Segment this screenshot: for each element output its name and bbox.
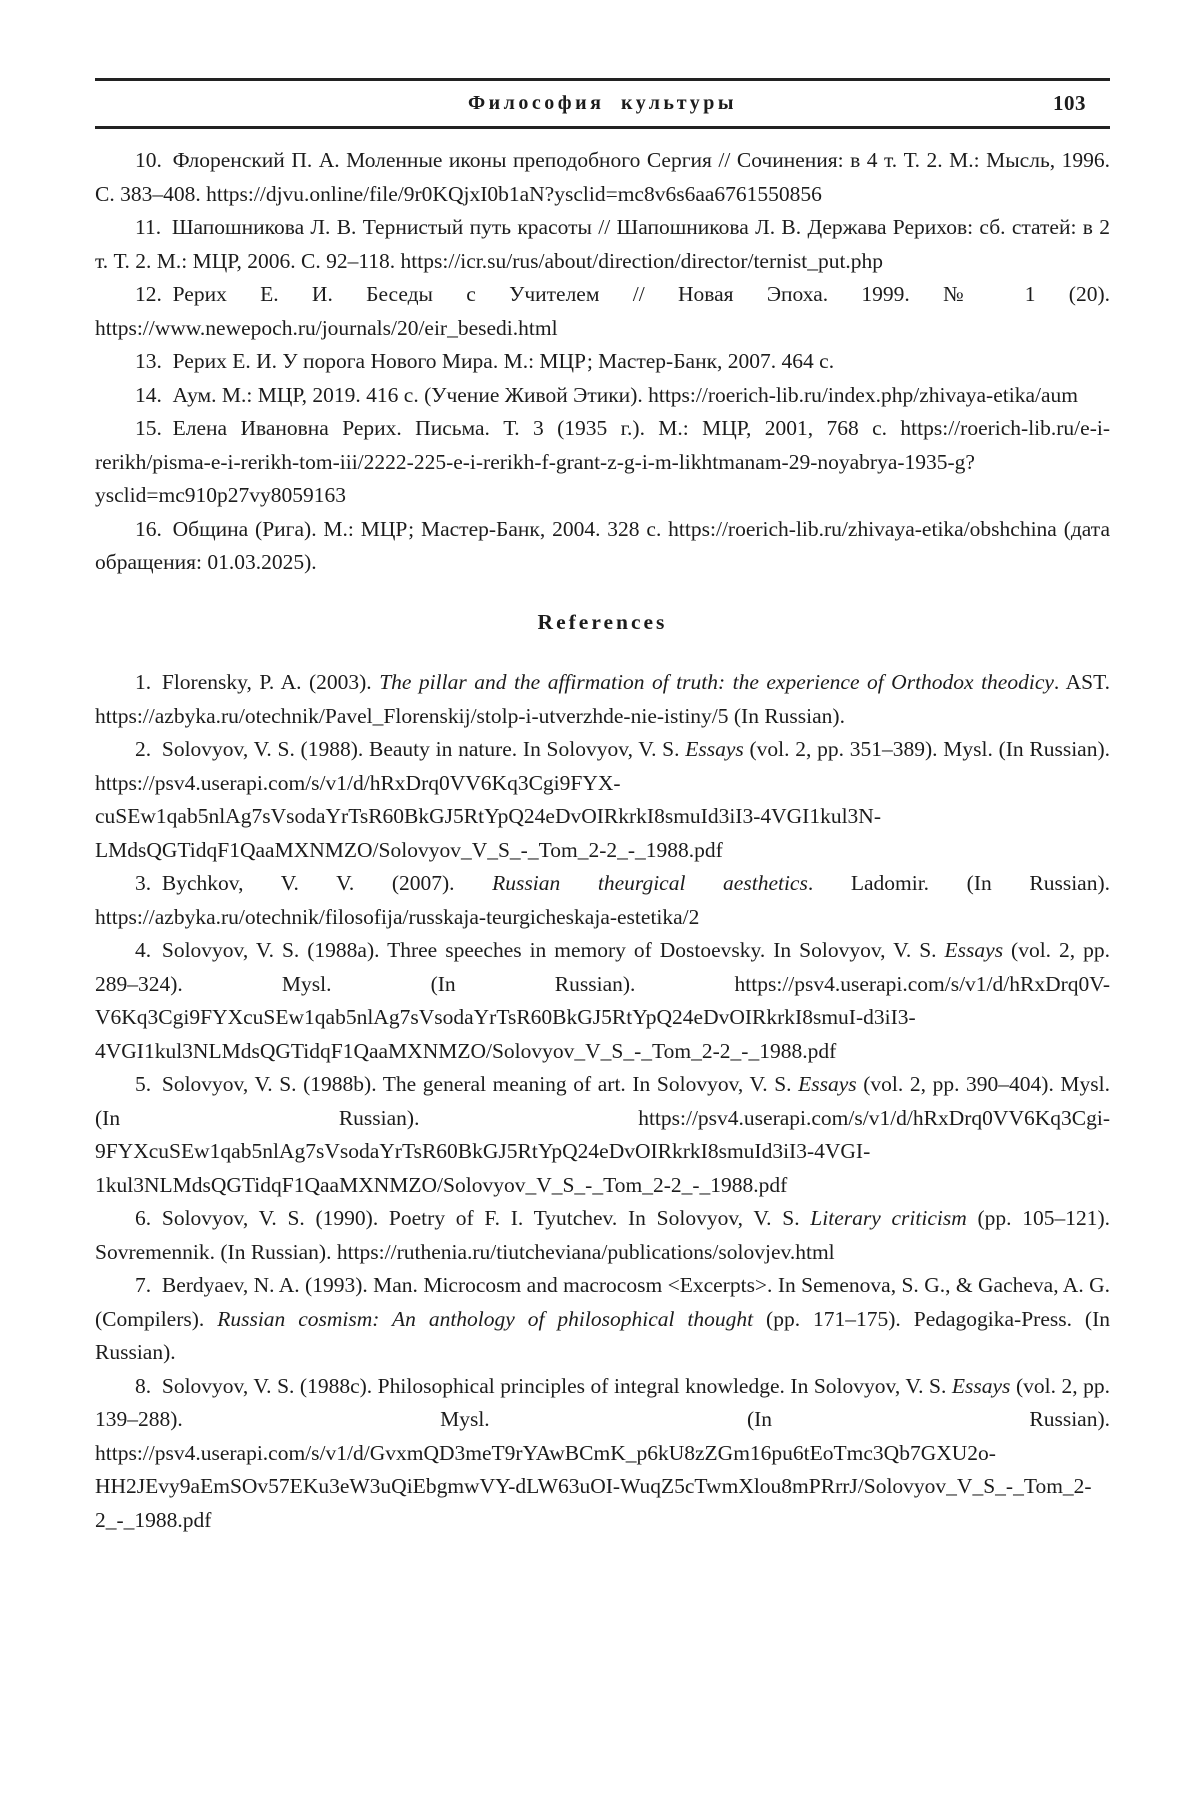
reference-item [95, 513, 1110, 580]
reference-title-italic: Essays [685, 737, 744, 761]
running-header [95, 78, 1110, 129]
reference-item [95, 934, 1110, 1068]
reference-item [95, 379, 1110, 413]
references-ru-list [95, 144, 1110, 580]
reference-text: 11. Шапошникова Л. В. Тернистый путь красоты // Шапошникова Л. В. Держава Рерихов: сб. статей: в 2 т. Т. 2. М.: МЦР, 2006. С. 92–118. https://icr.su/rus/about/direction/director/ternist_put.php [95, 215, 1110, 273]
reference-item [95, 1269, 1110, 1370]
reference-title-italic: Literary criticism [810, 1206, 967, 1230]
reference-title-italic: Russian theurgical aesthetics [492, 871, 808, 895]
reference-text: 15. Елена Ивановна Рерих. Письма. Т. 3 (1935 г.). М.: МЦР, 2001, 768 с. https://roerich-lib.ru/e-i-rerikh/pisma-e-i-rerikh-tom-iii/2222-225-e-i-rerikh-f-grant-z-g-i-m-likhtmanam-29-noyabrya-1935-g?ysclid=mc910p27vy8059163 [95, 416, 1110, 507]
reference-item [95, 345, 1110, 379]
reference-title-italic: Russian cosmism: An anthology of philosophical thought [217, 1306, 754, 1331]
reference-text: 14. Аум. М.: МЦР, 2019. 416 с. (Учение Живой Этики). https://roerich-lib.ru/index.php/zhivaya-etika/aum [135, 382, 1078, 407]
reference-title-italic: Essays [944, 938, 1004, 962]
references-en-list [95, 666, 1110, 1537]
reference-text: 6. Solovyov, V. S. (1990). Poetry of F. I. Tyutchev. In Solovyov, V. S. [135, 1206, 811, 1230]
reference-title-italic: Essays [798, 1072, 857, 1096]
reference-text: 16. Община (Рига). М.: МЦР; Мастер-Банк, 2004. 328 с. https://roerich-lib.ru/zhivaya-etika/obshchina (дата обращения: 01.03.2025). [95, 516, 1110, 574]
reference-item [95, 666, 1110, 733]
reference-text: . AST. https://azbyka.ru/otechnik/Pavel_Florenskij/stolp-i-utverzhde-nie-istiny/5 (In Russian). [95, 670, 1110, 728]
section-title: Философия культуры [467, 92, 738, 114]
reference-text: 13. Рерих Е. И. У порога Нового Мира. М.: МЦР; Мастер-Банк, 2007. 464 с. [135, 349, 835, 373]
page-body [95, 144, 1110, 1537]
reference-item [95, 278, 1110, 345]
page-number: 103 [1053, 91, 1086, 115]
reference-item [95, 1370, 1110, 1538]
reference-text: 8. Solovyov, V. S. (1988c). Philosophical principles of integral knowledge. In Solovyov, V. S. [135, 1373, 952, 1398]
reference-text: . Ladomir. (In Russian). https://azbyka.ru/otechnik/filosofija/russkaja-teurgicheskaja-estetika/2 [95, 871, 1110, 929]
reference-item [95, 867, 1110, 934]
references-heading: References [537, 609, 668, 634]
reference-text: (pp. 171–175). Pedagogika-Press. (In Russian). [95, 1306, 1110, 1364]
reference-text: (vol. 2, pp. 289–324). Mysl. (In Russian). https://psv4.userapi.com/s/v1/d/hRxDrq0V-V6Kq3Cgi9FYXcuSEw1qab5nlAg7sVsodaYrTsR60BkGJ5RtYpQ24eDvOIRkrkI8smuI-d3iI3-4VGI1kul3NLMdsQGTidqF1QaaMXNMZO/Solovyov_V_S_-_Tom_2-2_-_1988.pdf [95, 938, 1111, 1063]
reference-item [95, 144, 1110, 211]
reference-item [95, 733, 1110, 867]
reference-text: 4. Solovyov, V. S. (1988a). Three speeches in memory of Dostoevsky. In Solovyov, V. S. [135, 938, 945, 962]
reference-text: (vol. 2, pp. 351–389). Mysl. (In Russian). https://psv4.userapi.com/s/v1/d/hRxDrq0VV6Kq3Cgi9FYX-cuSEw1qab5nlAg7sVsodaYrTsR60BkGJ5RtYpQ24eDvOIRkrkI8smuId3iI3-4VGI1kul3N-LMdsQGTidqF1QaaMXNMZO/Solovyov_V_S_-_Tom_2-2_-_1988.pdf [95, 737, 1110, 862]
reference-text: 10. Флоренский П. А. Моленные иконы преподобного Сергия // Сочинения: в 4 т. Т. 2. М.: Мысль, 1996. С. 383–408. https://djvu.online/file/9r0KQjxI0b1aN?ysclid=mc8v6s6aa6761550856 [95, 148, 1110, 206]
reference-text: (vol. 2, pp. 139–288). Mysl. (In Russian). https://psv4.userapi.com/s/v1/d/GvxmQD3meT9rYAwBCmK_p6kU8zZGm16pu6tEoTmc3Qb7GXU2o-HH2JEvy9aEmSOv57EKu3eW3uQiEbgmwVY-dLW63uOI-WuqZ5cTwmXlou8mPRrrJ/Solovyov_V_S_-_Tom_2-2_-_1988.pdf [95, 1373, 1110, 1532]
reference-text: 5. Solovyov, V. S. (1988b). The general meaning of art. In Solovyov, V. S. [135, 1072, 799, 1096]
reference-title-italic: Essays [951, 1373, 1011, 1398]
reference-text: 7. Berdyaev, N. A. (1993). Man. Microcosm and macrocosm <Excerpts>. In Semenova, S. G., & Gacheva, A. G. (Compilers). [95, 1273, 1110, 1331]
reference-item [95, 1068, 1110, 1202]
reference-text: (vol. 2, pp. 390–404). Mysl. (In Russian). https://psv4.userapi.com/s/v1/d/hRxDrq0VV6Kq3Cgi-9FYXcuSEw1qab5nlAg7sVsodaYrTsR60BkGJ5RtYpQ24eDvOIRkrkI8smuId3iI3-4VGI-1kul3NLMdsQGTidqF1QaaMXNMZO/Solovyov_V_S_-_Tom_2-2_-_1988.pdf [95, 1072, 1110, 1197]
reference-text: 12. Рерих Е. И. Беседы с Учителем // Новая Эпоха. 1999. № 1 (20). https://www.newepoch.ru/journals/20/eir_besedi.html [95, 282, 1110, 340]
reference-text: 1. Florensky, P. A. (2003). [135, 670, 380, 694]
reference-item [95, 211, 1110, 278]
reference-text: (pp. 105–121). Sovremennik. (In Russian). https://ruthenia.ru/tiutcheviana/publications/solovjev.html [95, 1206, 1110, 1264]
reference-item [95, 1202, 1110, 1269]
reference-title-italic: The pillar and the affirmation of truth: the experience of Orthodox theodicy [379, 670, 1054, 694]
reference-text: 3. Bychkov, V. V. (2007). [135, 871, 493, 895]
reference-item [95, 412, 1110, 513]
reference-text: 2. Solovyov, V. S. (1988). Beauty in nature. In Solovyov, V. S. [135, 737, 686, 761]
